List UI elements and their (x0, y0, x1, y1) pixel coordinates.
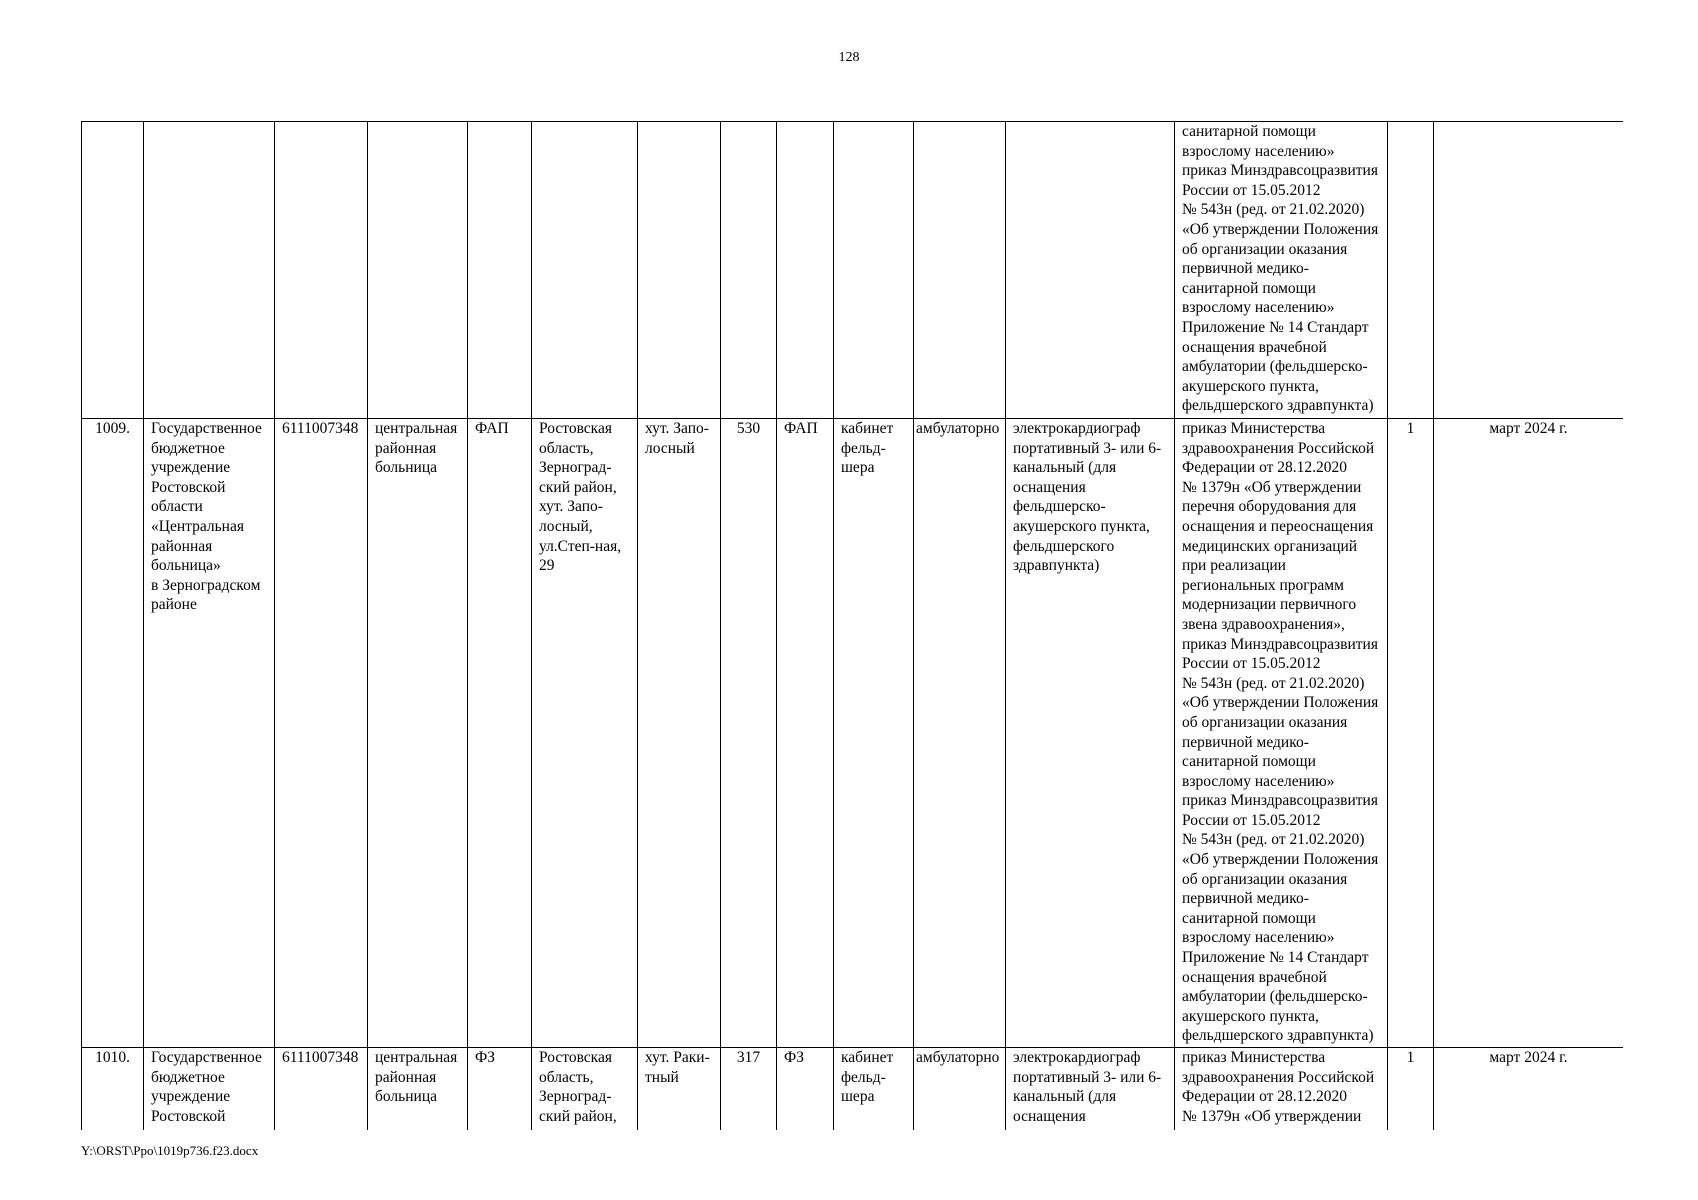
cell-unit-abbr (468, 122, 532, 419)
cell-population: 317 (721, 1048, 777, 1131)
cell-unit: ФЗ (777, 1048, 834, 1131)
cell-settlement: хут. Раки-тный (638, 1048, 721, 1131)
cell-equipment: электрокардиограф портативный 3- или 6-канальный (для оснащения (1006, 1048, 1175, 1131)
cell-inn: 6111007348 (275, 1048, 368, 1131)
table-row (82, 419, 1624, 1048)
cell-org-type: центральная районная больница (368, 1048, 468, 1131)
cell-inn: 6111007348 (275, 419, 368, 1048)
cell-address (532, 122, 638, 419)
cell-number: 1010. (82, 1048, 144, 1131)
cell-quantity: 1 (1388, 419, 1434, 1048)
cell-legal-basis: санитарной помощи взрослому населению» приказ Минздравсоцразвития России от 15.05.2012 № 543н (ред. от 21.02.2020) «Об утверждении Положения об организации оказания первичной медико-санитарной помощи взрослому населению» Приложение № 14 Стандарт оснащения врачебной амбулатории (фельдшерско-акушерского пункта, фельдшерского здравпункта) (1175, 122, 1388, 419)
equipment-table (81, 121, 1623, 1130)
cell-equipment: электрокардиограф портативный 3- или 6-канальный (для оснащения фельдшерско-акушерского пункта, фельдшерского здравпункта) (1006, 419, 1175, 1048)
cell-inn (275, 122, 368, 419)
cell-number: 1009. (82, 419, 144, 1048)
equipment-table-container (81, 121, 1623, 1130)
page-number: 128 (838, 50, 860, 65)
cell-date (1434, 122, 1624, 419)
cell-population (721, 122, 777, 419)
cell-organization: Государственное бюджетное учреждение Ростовской (144, 1048, 275, 1131)
cell-care-form: амбулаторно (914, 419, 1006, 1048)
cell-number (82, 122, 144, 419)
cell-unit: ФАП (777, 419, 834, 1048)
cell-organization (144, 122, 275, 419)
cell-unit-abbr: ФЗ (468, 1048, 532, 1131)
cell-quantity (1388, 122, 1434, 419)
cell-settlement: хут. Запо-лосный (638, 419, 721, 1048)
cell-date: март 2024 г. (1434, 1048, 1624, 1131)
cell-equipment (1006, 122, 1175, 419)
cell-address: Ростовская область, Зерноград-ский район, (532, 1048, 638, 1131)
cell-quantity: 1 (1388, 1048, 1434, 1131)
cell-room: кабинет фельд-шера (834, 419, 914, 1048)
cell-organization: Государственное бюджетное учреждение Ростовской области «Центральная районная больница» в Зерноградском районе (144, 419, 275, 1048)
cell-room (834, 122, 914, 419)
cell-legal-basis: приказ Министерства здравоохранения Российской Федерации от 28.12.2020 № 1379н «Об утверждении (1175, 1048, 1388, 1131)
footer-file-path: Y:\ORST\Ppo\1019p736.f23.docx (81, 1143, 259, 1158)
cell-date: март 2024 г. (1434, 419, 1624, 1048)
cell-unit-abbr: ФАП (468, 419, 532, 1048)
cell-population: 530 (721, 419, 777, 1048)
cell-room: кабинет фельд-шера (834, 1048, 914, 1131)
cell-legal-basis: приказ Министерства здравоохранения Российской Федерации от 28.12.2020 № 1379н «Об утверждении перечня оборудования для оснащения и переоснащения медицинских организаций при реализации региональных программ модернизации первичного звена здравоохранения», приказ Минздравсоцразвития России от 15.05.2012 № 543н (ред. от 21.02.2020) «Об утверждении Положения об организации оказания первичной медико-санитарной помощи взрослому населению» приказ Минздравсоцразвития России от 15.05.2012 № 543н (ред. от 21.02.2020) «Об утверждении Положения об организации оказания первичной медико-санитарной помощи взрослому населению» Приложение № 14 Стандарт оснащения врачебной амбулатории (фельдшерско-акушерского пункта, фельдшерского здравпункта) (1175, 419, 1388, 1048)
cell-care-form (914, 122, 1006, 419)
cell-care-form: амбулаторно (914, 1048, 1006, 1131)
cell-address: Ростовская область, Зерноград-ский район, хут. Запо-лосный, ул.Степ-ная, 29 (532, 419, 638, 1048)
table-row (82, 122, 1624, 419)
cell-org-type (368, 122, 468, 419)
cell-unit (777, 122, 834, 419)
table-row (82, 1048, 1624, 1131)
cell-settlement (638, 122, 721, 419)
cell-org-type: центральная районная больница (368, 419, 468, 1048)
